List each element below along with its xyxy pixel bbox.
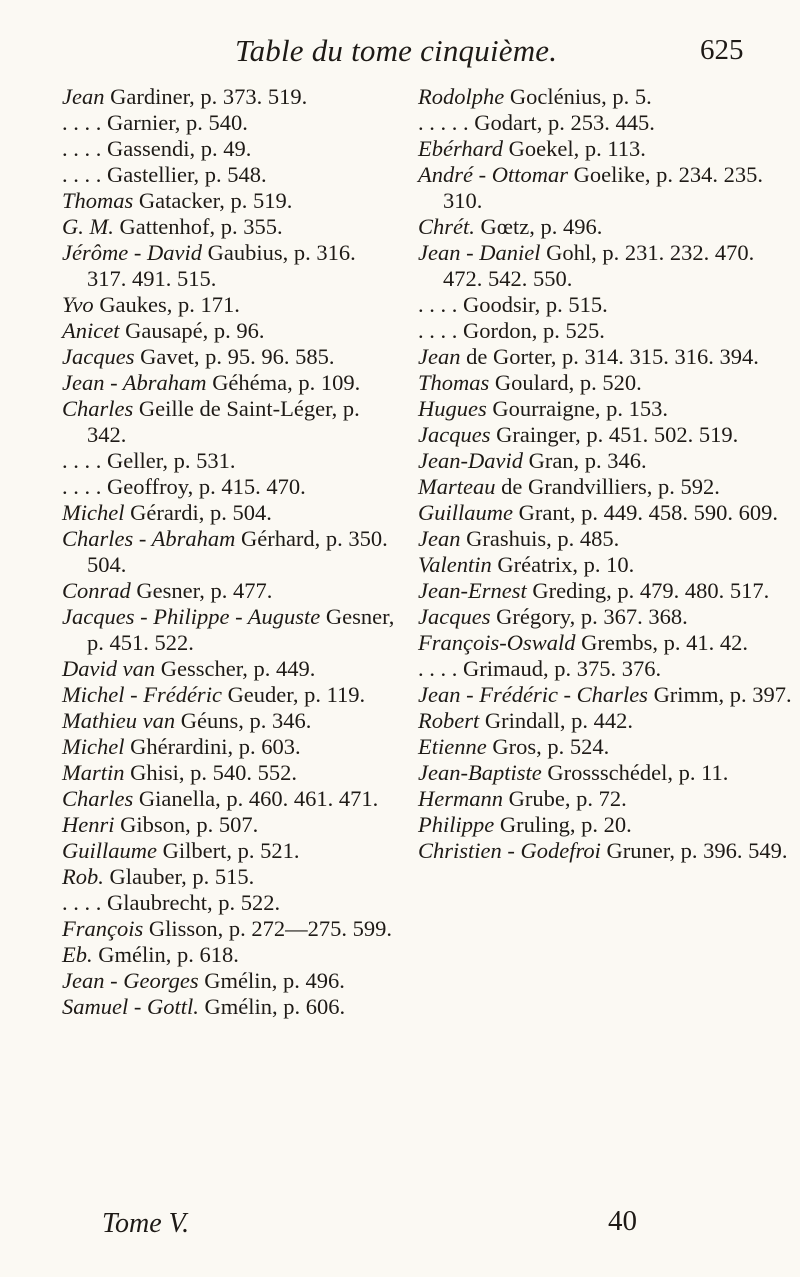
index-entry xyxy=(62,318,397,344)
index-entry xyxy=(62,734,397,760)
entry-surname-pages: Gmélin, p. 606. xyxy=(198,994,346,1019)
entry-given-name: Guillaume xyxy=(418,500,513,525)
index-entry xyxy=(418,162,796,214)
entry-surname-pages: Gourraigne, p. 153. xyxy=(486,396,668,421)
index-entry xyxy=(62,370,397,396)
index-entry xyxy=(418,604,796,630)
entry-surname-pages: Gœtz, p. 496. xyxy=(474,214,603,239)
entry-surname-pages: Gesner, p. 477. xyxy=(130,578,273,603)
entry-surname-pages: Grube, p. 72. xyxy=(503,786,627,811)
entry-surname-pages: Goulard, p. 520. xyxy=(489,370,642,395)
entry-given-name: Charles - Abraham xyxy=(62,526,236,551)
index-entry xyxy=(62,292,397,318)
entry-given-name: Jérôme - David xyxy=(62,240,202,265)
entry-given-name: Jean - Georges xyxy=(62,968,199,993)
entry-given-name: Robert xyxy=(418,708,480,733)
entry-given-name: Marteau xyxy=(418,474,496,499)
page-title: Table du tome cinquième. xyxy=(235,33,558,68)
entry-surname-pages: Gros, p. 524. xyxy=(486,734,610,759)
entry-given-name: Rob. xyxy=(62,864,104,889)
entry-surname-pages: Gmélin, p. 618. xyxy=(92,942,239,967)
index-entry xyxy=(418,422,796,448)
entry-given-name: Chrét. xyxy=(418,214,475,239)
index-entry xyxy=(62,604,397,656)
entry-surname-pages: Grainger, p. 451. 502. 519. xyxy=(490,422,739,447)
index-entry xyxy=(418,370,796,396)
index-entry xyxy=(62,474,397,500)
entry-surname-pages: . . . . Gastellier, p. 548. xyxy=(62,162,267,187)
index-entry xyxy=(62,84,397,110)
index-entry xyxy=(62,890,397,916)
entry-given-name: Michel - Frédéric xyxy=(62,682,222,707)
entry-surname-pages: Goclénius, p. 5. xyxy=(504,84,652,109)
entry-given-name: Jean-David xyxy=(418,448,523,473)
entry-surname-pages: Gianella, p. 460. 461. 471. xyxy=(133,786,379,811)
entry-given-name: Hermann xyxy=(418,786,503,811)
entry-surname-pages: Geuder, p. 119. xyxy=(221,682,366,707)
entry-given-name: Jacques xyxy=(62,344,135,369)
entry-surname-pages: Gavet, p. 95. 96. 585. xyxy=(134,344,335,369)
index-entry xyxy=(62,786,397,812)
entry-given-name: Jean - Frédéric - Charles xyxy=(418,682,648,707)
entry-given-name: Jacques xyxy=(418,422,491,447)
entry-given-name: Charles xyxy=(62,786,134,811)
index-entry xyxy=(418,448,796,474)
index-entry xyxy=(418,214,796,240)
index-entry xyxy=(62,162,397,188)
index-entry xyxy=(418,526,796,552)
entry-surname-pages: de Grandvilliers, p. 592. xyxy=(495,474,720,499)
entry-surname-pages: Gesner, p. 451. 522. xyxy=(87,604,395,655)
index-entry xyxy=(62,526,397,578)
entry-surname-pages: Gruner, p. 396. 549. xyxy=(600,838,788,863)
entry-surname-pages: de Gorter, p. 314. 315. 316. 394. xyxy=(460,344,759,369)
index-entry xyxy=(62,838,397,864)
index-column-right xyxy=(418,84,796,864)
index-entry xyxy=(418,240,796,292)
index-entry xyxy=(418,656,796,682)
entry-given-name: Conrad xyxy=(62,578,131,603)
index-column-left xyxy=(62,84,397,1020)
entry-surname-pages: Gruling, p. 20. xyxy=(494,812,632,837)
entry-given-name: Jean - Abraham xyxy=(62,370,207,395)
index-entry xyxy=(62,214,397,240)
index-entry xyxy=(418,500,796,526)
entry-surname-pages: Grimm, p. 397. xyxy=(647,682,792,707)
entry-surname-pages: Grossschédel, p. 11. xyxy=(541,760,729,785)
entry-given-name: Jacques - Philippe - Auguste xyxy=(62,604,321,629)
entry-given-name: Rodolphe xyxy=(418,84,505,109)
entry-surname-pages: Gausapé, p. 96. xyxy=(119,318,265,343)
index-entry xyxy=(418,786,796,812)
entry-surname-pages: Gibson, p. 507. xyxy=(114,812,259,837)
entry-given-name: David van xyxy=(62,656,156,681)
index-entry xyxy=(62,812,397,838)
entry-given-name: Christien - Godefroi xyxy=(418,838,601,863)
index-entry xyxy=(62,968,397,994)
entry-given-name: Mathieu van xyxy=(62,708,176,733)
entry-given-name: Samuel - Gottl. xyxy=(62,994,199,1019)
index-entry xyxy=(62,578,397,604)
index-entry xyxy=(418,396,796,422)
entry-given-name: Yvo xyxy=(62,292,94,317)
index-entry xyxy=(62,240,397,292)
index-entry xyxy=(418,552,796,578)
entry-surname-pages: Géhéma, p. 109. xyxy=(206,370,361,395)
entry-given-name: François xyxy=(62,916,144,941)
entry-surname-pages: . . . . Garnier, p. 540. xyxy=(62,110,248,135)
entry-given-name: Jean xyxy=(418,344,461,369)
entry-surname-pages: Gérardi, p. 504. xyxy=(124,500,272,525)
entry-surname-pages: . . . . Geller, p. 531. xyxy=(62,448,236,473)
entry-surname-pages: Gattenhof, p. 355. xyxy=(113,214,283,239)
entry-given-name: Guillaume xyxy=(62,838,157,863)
index-entry xyxy=(418,318,796,344)
volume-label: Tome V. xyxy=(102,1208,190,1239)
entry-given-name: Michel xyxy=(62,734,125,759)
entry-given-name: Jean xyxy=(418,526,461,551)
entry-given-name: Charles xyxy=(62,396,134,421)
index-columns xyxy=(62,84,797,1204)
index-entry xyxy=(62,344,397,370)
entry-surname-pages: Geille de Saint-Léger, p. 342. xyxy=(87,396,360,447)
entry-given-name: Jean - Daniel xyxy=(418,240,541,265)
index-entry xyxy=(418,344,796,370)
entry-surname-pages: Grégory, p. 367. 368. xyxy=(490,604,688,629)
index-entry xyxy=(62,942,397,968)
entry-given-name: Anicet xyxy=(62,318,120,343)
entry-given-name: Thomas xyxy=(62,188,134,213)
index-entry xyxy=(62,760,397,786)
entry-surname-pages: Gilbert, p. 521. xyxy=(157,838,300,863)
entry-surname-pages: Gran, p. 346. xyxy=(522,448,647,473)
index-entry xyxy=(62,994,397,1020)
index-entry xyxy=(62,656,397,682)
entry-given-name: Jacques xyxy=(418,604,491,629)
entry-surname-pages: Gatacker, p. 519. xyxy=(133,188,293,213)
entry-surname-pages: . . . . Gassendi, p. 49. xyxy=(62,136,252,161)
index-entry xyxy=(62,136,397,162)
index-entry xyxy=(418,708,796,734)
index-entry xyxy=(62,448,397,474)
entry-surname-pages: Ghérardini, p. 603. xyxy=(124,734,301,759)
entry-surname-pages: Gaukes, p. 171. xyxy=(93,292,240,317)
index-entry xyxy=(62,500,397,526)
index-entry xyxy=(418,630,796,656)
index-entry xyxy=(418,812,796,838)
entry-surname-pages: . . . . Grimaud, p. 375. 376. xyxy=(418,656,662,681)
entry-surname-pages: Gérhard, p. 350. 504. xyxy=(87,526,388,577)
index-entry xyxy=(62,916,397,942)
entry-given-name: Ebérhard xyxy=(418,136,504,161)
index-entry xyxy=(62,110,397,136)
entry-given-name: Thomas xyxy=(418,370,490,395)
entry-surname-pages: Gardiner, p. 373. 519. xyxy=(104,84,308,109)
entry-surname-pages: Greding, p. 479. 480. 517. xyxy=(526,578,770,603)
entry-surname-pages: Gaubius, p. 316. 317. 491. 515. xyxy=(87,240,356,291)
index-entry xyxy=(62,682,397,708)
entry-given-name: André - Ottomar xyxy=(418,162,568,187)
entry-surname-pages: Goelike, p. 234. 235. 310. xyxy=(443,162,763,213)
entry-surname-pages: Glisson, p. 272—275. 599. xyxy=(143,916,393,941)
entry-surname-pages: . . . . Goodsir, p. 515. xyxy=(418,292,608,317)
entry-given-name: Hugues xyxy=(418,396,487,421)
entry-surname-pages: Gréatrix, p. 10. xyxy=(491,552,635,577)
entry-surname-pages: Ghisi, p. 540. 552. xyxy=(124,760,298,785)
entry-surname-pages: Grembs, p. 41. 42. xyxy=(575,630,748,655)
entry-surname-pages: . . . . Glaubrecht, p. 522. xyxy=(62,890,281,915)
index-entry xyxy=(62,188,397,214)
entry-surname-pages: Glauber, p. 515. xyxy=(103,864,255,889)
entry-given-name: Eb. xyxy=(62,942,93,967)
signature-mark: 40 xyxy=(608,1205,637,1237)
index-entry xyxy=(418,682,796,708)
entry-surname-pages: Grant, p. 449. 458. 590. 609. xyxy=(513,500,778,525)
entry-surname-pages: Grashuis, p. 485. xyxy=(460,526,620,551)
entry-given-name: Jean-Baptiste xyxy=(418,760,542,785)
entry-surname-pages: Gesscher, p. 449. xyxy=(155,656,316,681)
index-entry xyxy=(418,578,796,604)
entry-given-name: Henri xyxy=(62,812,115,837)
entry-surname-pages: Gohl, p. 231. 232. 470. 472. 542. 550. xyxy=(443,240,755,291)
entry-given-name: Jean xyxy=(62,84,105,109)
index-entry xyxy=(418,474,796,500)
entry-given-name: Michel xyxy=(62,500,125,525)
entry-surname-pages: Gmélin, p. 496. xyxy=(198,968,345,993)
index-entry xyxy=(418,734,796,760)
entry-given-name: Philippe xyxy=(418,812,495,837)
entry-surname-pages: . . . . Gordon, p. 525. xyxy=(418,318,605,343)
entry-given-name: François-Oswald xyxy=(418,630,576,655)
entry-surname-pages: . . . . Geoffroy, p. 415. 470. xyxy=(62,474,306,499)
index-entry xyxy=(62,864,397,890)
entry-surname-pages: Grindall, p. 442. xyxy=(479,708,633,733)
index-entry xyxy=(418,838,796,864)
page-number: 625 xyxy=(700,34,744,66)
entry-given-name: G. M. xyxy=(62,214,114,239)
entry-surname-pages: Géuns, p. 346. xyxy=(175,708,312,733)
index-entry xyxy=(418,136,796,162)
index-entry xyxy=(418,84,796,110)
entry-surname-pages: . . . . . Godart, p. 253. 445. xyxy=(418,110,655,135)
entry-given-name: Martin xyxy=(62,760,125,785)
entry-given-name: Valentin xyxy=(418,552,492,577)
index-entry xyxy=(418,760,796,786)
entry-surname-pages: Goekel, p. 113. xyxy=(503,136,646,161)
index-entry xyxy=(418,292,796,318)
entry-given-name: Etienne xyxy=(418,734,487,759)
entry-given-name: Jean-Ernest xyxy=(418,578,527,603)
index-entry xyxy=(62,708,397,734)
index-entry xyxy=(418,110,796,136)
index-entry xyxy=(62,396,397,448)
